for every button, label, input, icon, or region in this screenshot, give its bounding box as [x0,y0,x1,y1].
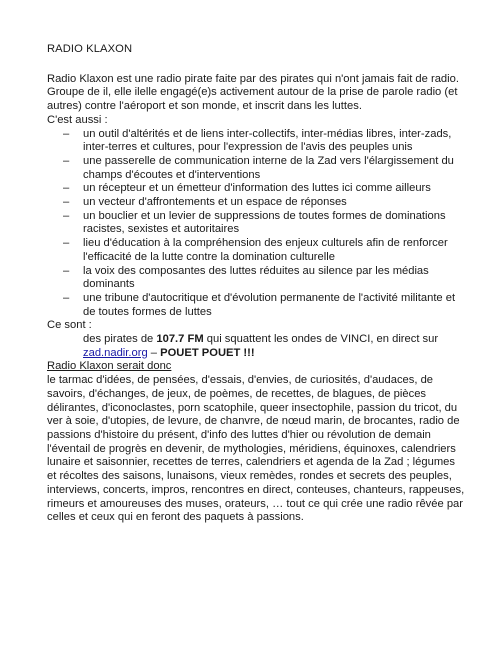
frequency-text-before: des pirates de [83,333,157,346]
ce-sont-label: Ce sont : [47,319,92,332]
zad-nadir-link[interactable]: zad.nadir.org [83,346,148,359]
dash-separator: – [147,346,161,359]
frequency-text-after: qui squattent les ondes de VINCI, en direct sur [203,333,439,346]
intro-paragraph: Radio Klaxon est une radio pirate faite par des pirates qui n'ont jamais fait de radio. Groupe de il, elle ilelle engagé(e)s activement autour de la prise de parole radio (et autres) contre l'aéroport et son monde, et inscrit dans les luttes. [47,72,459,113]
list-item: – un bouclier et un levier de suppressions de toutes formes de dominations racistes, sexistes et autoritaires [47,210,467,237]
section-heading: Radio Klaxon serait donc [47,360,172,373]
body-paragraph: l'éventail de progrès en devenir, de mythologies, méridiens, équinoxes, calendriers lunaire et saisonnier, recettes de terres, calendriers et agenda de la Zad ; légumes et récoltes des saisons, lunaisons, vieux remèdes, rondes et secrets des peuples, interviews, concerts, impros, rencontres en direct, conteuses, chanteurs, rappeuses, rimeurs et amoureuses des muses, orateurs, … tout ce qui crée une radio rêvée par celles et ceux qui en feront des paquets à passions. [47,442,465,524]
frequency-line [47,333,467,360]
frequency-value: 107.7 FM [156,333,204,346]
list-item: – un récepteur et un émetteur d'information des luttes ici comme ailleurs [47,182,467,196]
list-item: – lieu d'éducation à la compréhension des enjeux culturels afin de renforcer l'efficacité de la lutte contre la domination culturelle [47,237,467,264]
cest-aussi-label: C'est aussi : [47,113,108,126]
document-page [47,43,467,525]
purpose-list [47,128,467,320]
list-item: – un outil d'altérités et de liens inter-collectifs, inter-médias libres, inter-zads, inter-terres et cultures, pour l'expression de l'avis des peuples unis [47,128,467,155]
document-title: RADIO KLAXON [47,43,133,55]
body-paragraph: le tarmac d'idées, de pensées, d'essais, d'envies, de curiosités, d'audaces, de savoirs, d'échanges, de jeux, de poèmes, de recettes, de blagues, de pièces délirantes, d'iconoclastes, porn scatophile, queer insectophile, passion du tricot, du ver à soie, d'utopies, de levure, de chanvre, de nœud marin, de brocantes, radio de passions d'histoire du présent, d'info des luttes d'hier ou révolution de demain [47,374,460,441]
list-item: – une tribune d'autocritique et d'évolution permanente de l'activité militante et de toutes formes de luttes [47,292,467,319]
list-item: – une passerelle de communication interne de la Zad vers l'élargissement du champs d'écoutes et d'interventions [47,155,467,182]
list-item: – la voix des composantes des luttes réduites au silence par les médias dominants [47,265,467,292]
list-item: – un vecteur d'affrontements et un espace de réponses [47,196,467,210]
pouet-shout: POUET POUET !!! [160,346,255,359]
